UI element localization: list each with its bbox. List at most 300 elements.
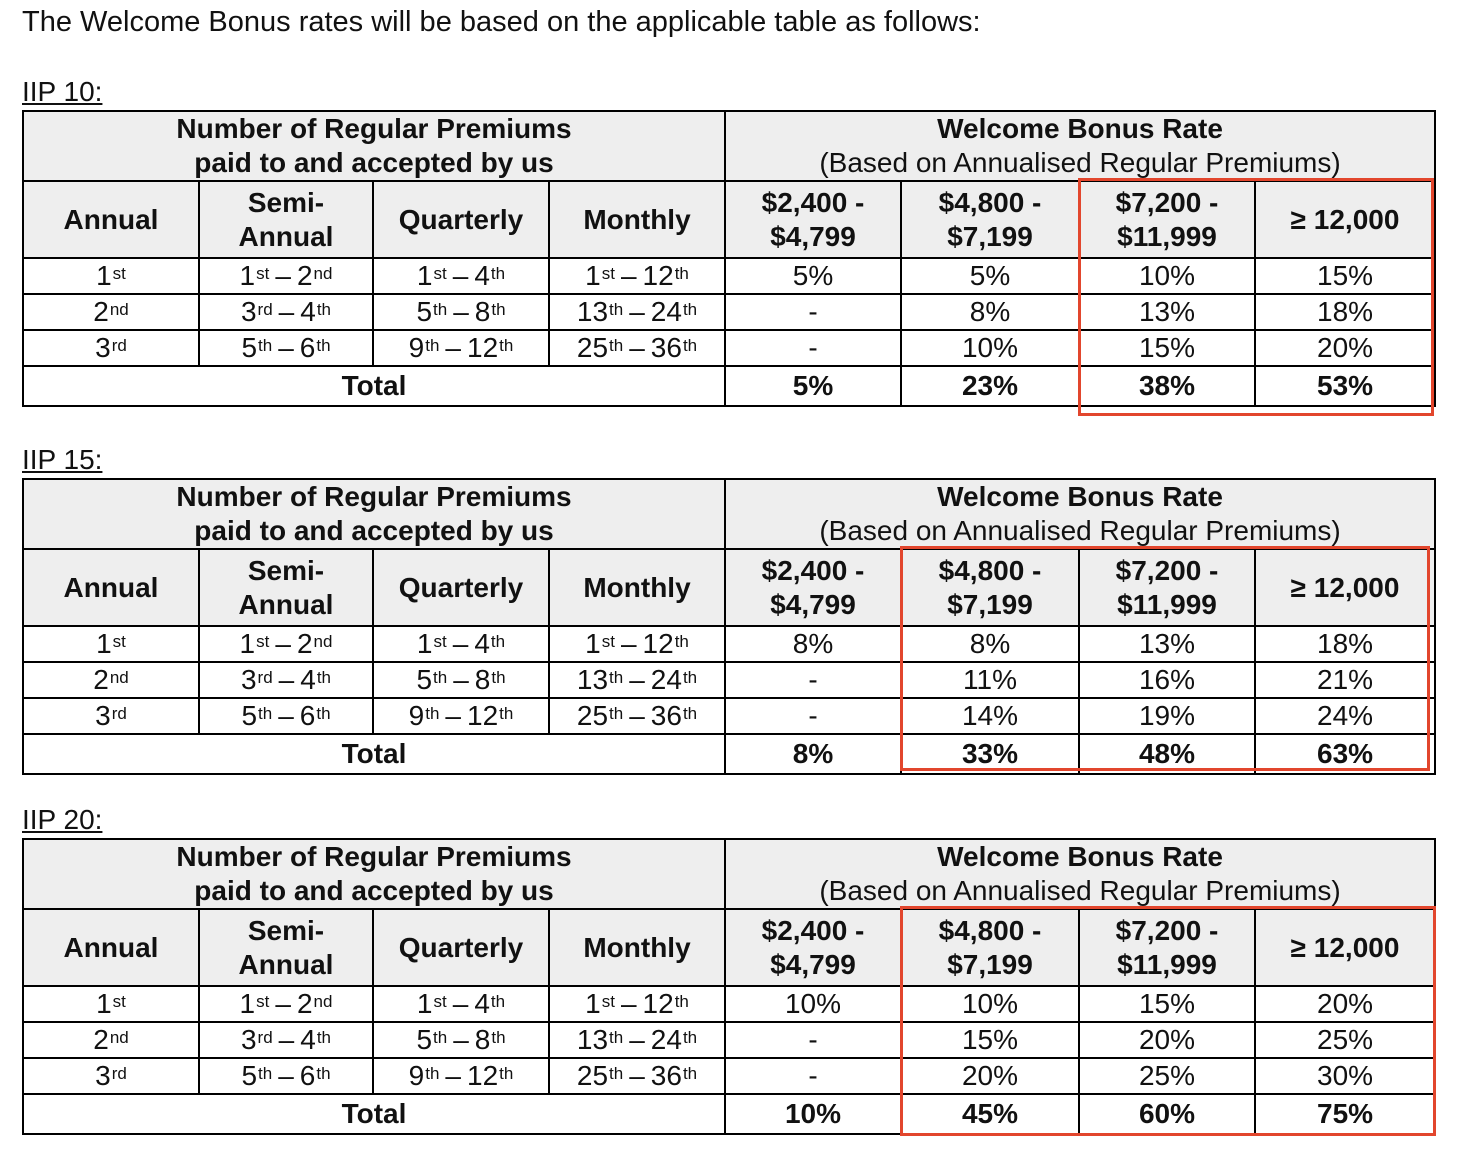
semi-annual-cell-end-suffix: th [316,704,331,723]
annual-ordinal-suffix: st [112,632,126,651]
total-cell: 75% [1255,1094,1435,1134]
monthly-cell-dash: – [629,664,645,695]
quarterly-cell-start-number: 5 [416,296,433,327]
quarterly-cell-start-suffix: th [425,704,440,723]
premiums-count-header [23,479,725,549]
monthly-cell-start [577,664,623,695]
monthly-cell-end-number: 36 [650,700,682,731]
annual-ordinal-number: 1 [96,988,112,1019]
semi-annual-cell-dash: – [275,988,291,1019]
quarterly-cell-start-number: 1 [416,260,433,291]
annual-cell [23,626,199,662]
monthly-cell-end-number: 36 [650,1060,682,1091]
semi-annual-cell-start-number: 1 [239,988,256,1019]
monthly-cell-start-suffix: st [601,264,615,283]
quarterly-cell-end [474,628,505,659]
semi-annual-cell-end-suffix: th [316,1064,331,1083]
rate-cell: 25% [1079,1058,1255,1094]
monthly-cell-dash: – [629,1060,645,1091]
monthly-cell-start-suffix: th [609,1064,624,1083]
quarterly-cell-end-suffix: th [499,704,514,723]
annual-cell [23,662,199,698]
band-3-line1: $7,200 - [1115,914,1219,946]
rate-cell: 18% [1255,294,1435,330]
quarterly-cell-start [416,664,447,695]
annual-ordinal [93,664,129,695]
monthly-cell-start [577,332,623,363]
rate-cell: - [725,294,901,330]
monthly-cell-start-suffix: th [609,336,624,355]
annual-cell [23,698,199,734]
quarterly-cell-start-suffix: st [433,992,447,1011]
semi-annual-cell-end [297,988,333,1019]
plan-label: IIP 10: [22,76,103,107]
col-header-annual: Annual [23,181,199,258]
column-header-row [23,549,1435,626]
quarterly-cell-end-suffix: th [491,300,506,319]
annual-ordinal [95,332,127,363]
rate-cell: 15% [1255,258,1435,294]
quarterly-cell-dash: – [452,260,469,291]
data-row [23,986,1435,1022]
total-label: Total [23,366,725,406]
monthly-cell-start-suffix: th [609,668,624,687]
quarterly-cell-start-number: 9 [408,700,425,731]
rate-cell: - [725,698,901,734]
quarterly-cell [373,258,549,294]
monthly-cell-end-number: 36 [650,332,682,363]
quarterly-cell-dash: – [445,332,461,363]
monthly-cell-start-number: 13 [576,1024,609,1055]
monthly-cell-end [643,260,689,291]
semi-annual-cell-start [240,988,270,1019]
semi-annual-cell-dash: – [278,296,295,327]
monthly-cell-start-number: 1 [585,628,601,659]
monthly-cell [549,986,725,1022]
quarterly-cell-start-number: 1 [416,628,433,659]
annual-ordinal [93,1024,129,1055]
quarterly-cell-end-number: 12 [467,1060,499,1091]
annual-ordinal-suffix: rd [111,704,127,723]
quarterly-cell-start [417,988,447,1019]
monthly-cell-end-number: 24 [650,296,682,327]
semi-annual-cell [199,294,373,330]
monthly-cell-start-number: 25 [576,1060,609,1091]
quarterly-cell-start [416,1024,447,1055]
semi-annual-cell [199,1022,373,1058]
annual-ordinal-suffix: nd [109,1028,129,1047]
rate-cell: 11% [901,662,1079,698]
rate-cell: 20% [1079,1022,1255,1058]
semi-annual-cell-start-suffix: st [256,992,270,1011]
monthly-cell-start [585,988,615,1019]
semi-annual-cell [199,330,373,366]
annual-cell [23,986,199,1022]
col-header-monthly: Monthly [549,549,725,626]
premiums-count-header-line1: Number of Regular Premiums [176,481,572,512]
quarterly-cell-end-suffix: th [490,264,506,283]
quarterly-cell-start-number: 5 [416,664,433,695]
data-row [23,698,1435,734]
semi-annual-cell-start [240,260,270,291]
rate-cell: 13% [1079,294,1255,330]
col-header-semi-line1: Semi- [247,554,325,586]
total-cell: 63% [1255,734,1435,774]
semi-annual-cell-end [300,332,331,363]
semi-annual-cell-end-suffix: nd [313,632,333,651]
semi-annual-cell-start-number: 3 [240,296,257,327]
semi-annual-cell-end [300,296,331,327]
band-2-line1: $4,800 - [938,186,1042,218]
band-2-line1: $4,800 - [938,554,1042,586]
semi-annual-cell-start-suffix: th [258,704,273,723]
annual-ordinal [95,1060,127,1091]
annual-ordinal-suffix: st [112,992,126,1011]
premiums-count-header-line2: paid to and accepted by us [194,515,554,546]
semi-annual-cell-start-number: 3 [240,664,257,695]
premiums-count-header-line2: paid to and accepted by us [194,875,554,906]
monthly-cell-end [651,1060,697,1091]
rate-cell: 20% [1255,330,1435,366]
monthly-cell-end-number: 12 [642,260,674,291]
col-header-band-3 [1079,549,1255,626]
quarterly-cell-end-suffix: th [491,1028,506,1047]
rate-cell: 14% [901,698,1079,734]
total-cell: 23% [901,366,1079,406]
bonus-rate-header-title: Welcome Bonus Rate [937,841,1223,872]
quarterly-cell-start-suffix: th [433,1028,448,1047]
bonus-rate-header-subtitle: (Based on Annualised Regular Premiums) [819,147,1341,178]
semi-annual-cell [199,1058,373,1094]
quarterly-cell-end-number: 12 [467,700,499,731]
annual-ordinal-suffix: rd [111,336,127,355]
monthly-cell-end-number: 12 [642,988,674,1019]
semi-annual-cell-start-suffix: st [256,264,270,283]
semi-annual-cell-start-number: 3 [240,1024,257,1055]
quarterly-cell-dash: – [453,664,469,695]
header-row-group [23,839,1435,909]
data-row [23,662,1435,698]
semi-annual-cell-start-number: 5 [241,1060,258,1091]
monthly-cell-start-suffix: st [601,992,615,1011]
data-row [23,330,1435,366]
annual-ordinal-number: 2 [93,296,109,327]
monthly-cell-dash: – [620,628,637,659]
semi-annual-cell-end [300,664,331,695]
quarterly-cell [373,1022,549,1058]
annual-ordinal-suffix: nd [109,668,129,687]
monthly-cell-start [577,296,623,327]
rate-cell: 20% [1255,986,1435,1022]
quarterly-cell-end [475,296,506,327]
monthly-cell-end-suffix: th [674,264,689,283]
semi-annual-cell [199,626,373,662]
quarterly-cell-end [467,332,513,363]
monthly-cell [549,698,725,734]
semi-annual-cell-start-suffix: rd [257,668,273,687]
quarterly-cell-start-number: 1 [416,988,433,1019]
band-3-line2: $11,999 [1117,220,1217,252]
monthly-cell-end [651,664,697,695]
band-3-line2: $11,999 [1117,588,1217,620]
col-header-quarterly: Quarterly [373,909,549,986]
col-header-band-4: ≥ 12,000 [1255,549,1435,626]
quarterly-cell-end [475,664,506,695]
quarterly-cell-end [467,1060,513,1091]
quarterly-cell-end [467,700,513,731]
semi-annual-cell-dash: – [278,1024,295,1055]
quarterly-cell-end-suffix: th [491,668,506,687]
monthly-cell-start-number: 13 [576,664,609,695]
rate-cell: 10% [901,986,1079,1022]
semi-annual-cell [199,986,373,1022]
quarterly-cell-dash: – [452,988,469,1019]
annual-ordinal [93,296,129,327]
intro-text: The Welcome Bonus rates will be based on the applicable table as follows: [22,6,981,38]
total-label: Total [23,1094,725,1134]
semi-annual-cell-end-suffix: th [316,300,332,319]
welcome-bonus-table [22,838,1436,1135]
quarterly-cell-start-suffix: th [425,1064,440,1083]
band-1-line2: $4,799 [770,220,856,252]
semi-annual-cell [199,258,373,294]
quarterly-cell-start [409,1060,440,1091]
quarterly-cell-start [409,700,440,731]
quarterly-cell-dash: – [453,1024,469,1055]
col-header-quarterly: Quarterly [373,549,549,626]
col-header-band-2 [901,549,1079,626]
monthly-cell-start-number: 25 [576,700,609,731]
annual-ordinal-number: 2 [93,1024,109,1055]
quarterly-cell-end-number: 4 [474,628,490,659]
band-1-line1: $2,400 - [761,914,865,946]
rate-cell: 15% [901,1022,1079,1058]
total-row [23,1094,1435,1134]
total-row [23,366,1435,406]
semi-annual-cell-dash: – [275,260,291,291]
monthly-cell [549,330,725,366]
plan-label: IIP 15: [22,444,103,475]
semi-annual-cell-start [241,700,272,731]
rate-cell: 5% [725,258,901,294]
rate-cell: 8% [901,294,1079,330]
monthly-cell-dash: – [629,1024,645,1055]
annual-cell [23,1058,199,1094]
semi-annual-cell-end-suffix: th [316,668,332,687]
semi-annual-cell-end [300,1060,331,1091]
quarterly-cell-dash: – [445,700,461,731]
quarterly-cell [373,662,549,698]
quarterly-cell-end [474,988,505,1019]
col-header-quarterly: Quarterly [373,181,549,258]
monthly-cell [549,1058,725,1094]
col-header-band-2 [901,909,1079,986]
monthly-cell-start [585,260,615,291]
monthly-cell [549,1022,725,1058]
monthly-cell [549,294,725,330]
quarterly-cell-end-number: 8 [474,1024,491,1055]
total-cell: 38% [1079,366,1255,406]
rate-cell: 20% [901,1058,1079,1094]
monthly-cell-start-suffix: th [609,1028,624,1047]
monthly-cell-end [651,332,697,363]
semi-annual-cell-start-suffix: rd [257,1028,273,1047]
monthly-cell-end-suffix: th [682,704,698,723]
col-header-band-1 [725,909,901,986]
semi-annual-cell-start-suffix: th [258,336,273,355]
quarterly-cell-end-suffix: th [490,632,506,651]
annual-ordinal-number: 1 [96,628,112,659]
rate-cell: 10% [1079,258,1255,294]
col-header-monthly: Monthly [549,909,725,986]
monthly-cell-start-number: 25 [576,332,609,363]
plan-label: IIP 20: [22,804,103,835]
col-header-semi-line1: Semi- [247,914,325,946]
bonus-rate-header [725,479,1435,549]
monthly-cell [549,626,725,662]
quarterly-cell-end [474,260,505,291]
monthly-cell-end [651,296,697,327]
bonus-rate-header [725,839,1435,909]
monthly-cell-end-suffix: th [682,300,698,319]
semi-annual-cell [199,662,373,698]
bonus-rate-header-subtitle: (Based on Annualised Regular Premiums) [819,515,1341,546]
monthly-cell-end-number: 12 [642,628,674,659]
semi-annual-cell-dash: – [278,332,294,363]
total-cell: 45% [901,1094,1079,1134]
monthly-cell-start-suffix: th [609,300,624,319]
rate-cell: 5% [901,258,1079,294]
annual-cell [23,258,199,294]
quarterly-cell-end-number: 8 [474,664,491,695]
monthly-cell [549,258,725,294]
semi-annual-cell-start-suffix: rd [257,300,273,319]
rate-cell: - [725,1022,901,1058]
semi-annual-cell-end [297,628,333,659]
semi-annual-cell-end-suffix: th [316,336,331,355]
quarterly-cell-dash: – [445,1060,461,1091]
semi-annual-cell-end-number: 4 [300,296,316,327]
welcome-bonus-table [22,110,1436,407]
total-cell: 10% [725,1094,901,1134]
semi-annual-cell-end [297,260,333,291]
semi-annual-cell-end-number: 6 [299,332,316,363]
rate-cell: 8% [901,626,1079,662]
data-row [23,258,1435,294]
col-header-band-1 [725,181,901,258]
semi-annual-cell-start [241,296,273,327]
data-row [23,626,1435,662]
col-header-semi-line2: Annual [238,948,334,980]
semi-annual-cell-dash: – [278,700,294,731]
quarterly-cell [373,330,549,366]
rate-cell: 25% [1255,1022,1435,1058]
semi-annual-cell-end-number: 4 [300,664,316,695]
quarterly-cell-start-suffix: th [433,300,448,319]
annual-ordinal-suffix: nd [109,300,129,319]
bonus-rate-header-title: Welcome Bonus Rate [937,113,1223,144]
monthly-cell-end [651,1024,697,1055]
semi-annual-cell-dash: – [275,628,291,659]
total-row [23,734,1435,774]
semi-annual-cell [199,698,373,734]
total-cell: 8% [725,734,901,774]
semi-annual-cell-start-number: 1 [239,628,256,659]
bonus-table-section [22,478,1434,775]
quarterly-cell-end-number: 4 [474,988,490,1019]
quarterly-cell [373,626,549,662]
quarterly-cell-start-number: 9 [408,1060,425,1091]
band-1-line2: $4,799 [770,588,856,620]
quarterly-cell-start [416,296,447,327]
premiums-count-header [23,839,725,909]
col-header-semi-line2: Annual [238,588,334,620]
band-3-line2: $11,999 [1117,948,1217,980]
annual-ordinal [96,628,126,659]
premiums-count-header-line2: paid to and accepted by us [194,147,554,178]
monthly-cell-dash: – [620,260,637,291]
band-1-line2: $4,799 [770,948,856,980]
rate-cell: - [725,330,901,366]
quarterly-cell-start-suffix: st [433,632,447,651]
semi-annual-cell-end-number: 2 [296,988,313,1019]
band-2-line2: $7,199 [947,948,1033,980]
quarterly-cell-start-suffix: st [433,264,447,283]
col-header-annual: Annual [23,909,199,986]
quarterly-cell-end-suffix: th [490,992,506,1011]
semi-annual-cell-dash: – [278,664,295,695]
total-cell: 5% [725,366,901,406]
col-header-band-4: ≥ 12,000 [1255,909,1435,986]
total-cell: 33% [901,734,1079,774]
band-2-line2: $7,199 [947,220,1033,252]
col-header-semi-annual [199,909,373,986]
quarterly-cell [373,1058,549,1094]
data-row [23,294,1435,330]
monthly-cell-start-suffix: st [601,632,615,651]
semi-annual-cell-start-number: 5 [241,332,258,363]
annual-ordinal-number: 2 [93,664,109,695]
rate-cell: 15% [1079,986,1255,1022]
quarterly-cell [373,294,549,330]
quarterly-cell-start [409,332,440,363]
bonus-table-section [22,838,1434,1135]
monthly-cell-start-number: 13 [576,296,609,327]
monthly-cell-start-number: 1 [585,260,601,291]
semi-annual-cell-end-number: 2 [296,260,313,291]
semi-annual-cell-end [300,700,331,731]
monthly-cell-end-number: 24 [650,664,682,695]
annual-ordinal [96,260,126,291]
column-header-row [23,909,1435,986]
annual-ordinal [96,988,126,1019]
quarterly-cell-dash: – [452,628,469,659]
header-row-group [23,111,1435,181]
band-3-line1: $7,200 - [1115,554,1219,586]
total-label: Total [23,734,725,774]
semi-annual-cell-start-suffix: st [256,632,270,651]
semi-annual-cell-end-number: 4 [300,1024,316,1055]
rate-cell: 16% [1079,662,1255,698]
monthly-cell-end-suffix: th [674,632,689,651]
monthly-cell-dash: – [620,988,637,1019]
semi-annual-cell-start [241,1024,273,1055]
col-header-semi-line1: Semi- [247,186,325,218]
rate-cell: 10% [725,986,901,1022]
premiums-count-header-line1: Number of Regular Premiums [176,841,572,872]
quarterly-cell-end-number: 12 [467,332,499,363]
quarterly-cell-end-suffix: th [499,1064,514,1083]
